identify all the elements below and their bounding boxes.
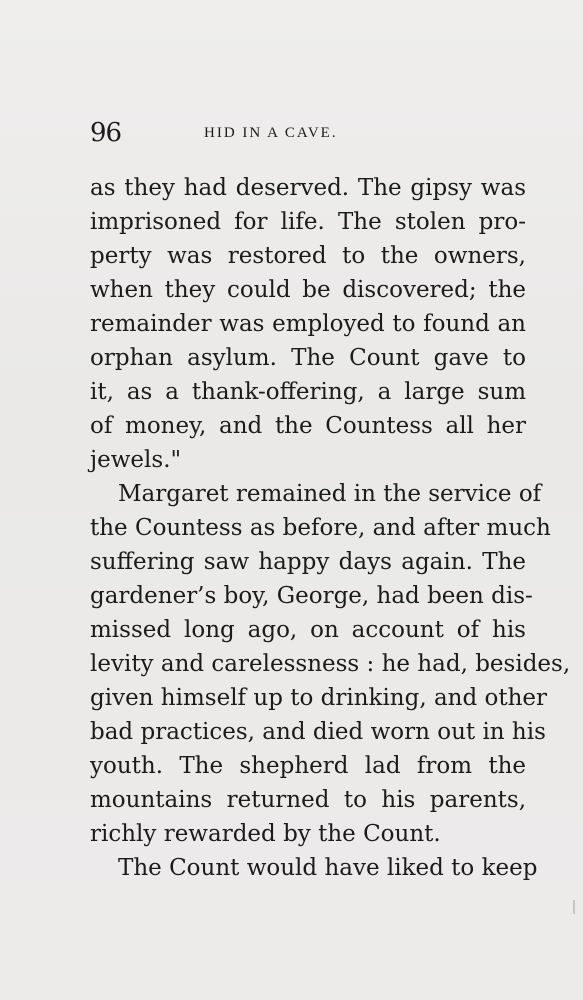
page-number: 96 bbox=[90, 118, 122, 148]
text-line: mountains returned to his parents, bbox=[90, 787, 526, 813]
text-line: imprisoned for life. The stolen pro- bbox=[90, 209, 526, 235]
paragraph-end-line: richly rewarded by the Count. bbox=[90, 821, 441, 847]
text-line: as they had deserved. The gipsy was bbox=[90, 175, 526, 201]
text-line: orphan asylum. The Count gave to bbox=[90, 345, 526, 371]
text-line: when they could be discovered; the bbox=[90, 277, 526, 303]
text-line: bad practices, and died worn out in his bbox=[90, 719, 546, 745]
text-line: suffering saw happy days again. The bbox=[90, 549, 526, 575]
text-line: levity and carelessness : he had, besides, bbox=[90, 651, 571, 677]
text-line: youth. The shepherd lad from the bbox=[90, 753, 526, 779]
paragraph-end-line: jewels." bbox=[90, 447, 182, 473]
paragraph-start-line: Margaret remained in the service of bbox=[118, 481, 542, 507]
text-line: missed long ago, on account of his bbox=[90, 617, 526, 643]
paragraph-start-line: The Count would have liked to keep bbox=[118, 855, 538, 881]
text-line: of money, and the Countess all her bbox=[90, 413, 526, 439]
text-line: it, as a thank-offering, a large sum bbox=[90, 379, 526, 405]
body-text bbox=[90, 171, 571, 885]
text-line: the Countess as before, and after much bbox=[90, 515, 551, 541]
page-header bbox=[90, 118, 527, 148]
running-title: HID IN A CAVE. bbox=[204, 125, 338, 141]
page-edge-mark bbox=[573, 900, 575, 914]
text-line: given himself up to drinking, and other bbox=[90, 685, 548, 711]
text-line: remainder was employed to found an bbox=[90, 311, 526, 337]
text-line: gardener’s boy, George, had been dis- bbox=[90, 583, 533, 609]
text-line: perty was restored to the owners, bbox=[90, 243, 526, 269]
